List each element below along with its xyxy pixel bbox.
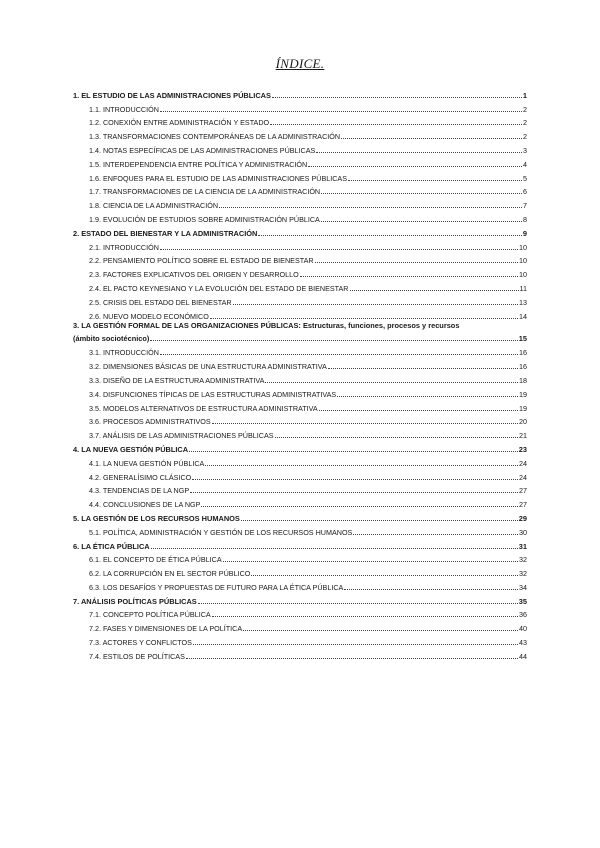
toc-section-entry[interactable] bbox=[73, 114, 527, 128]
toc-page-number: 32 bbox=[519, 569, 527, 579]
toc-section-entry[interactable] bbox=[73, 482, 527, 496]
toc-section-entry[interactable] bbox=[73, 385, 527, 399]
toc-chapter-entry[interactable] bbox=[73, 321, 527, 344]
toc-section-entry[interactable] bbox=[73, 399, 527, 413]
toc-entry-text: 7.2. FASES Y DIMENSIONES DE LA POLÍTICA bbox=[89, 624, 243, 634]
toc-entry-text: 5.1. POLÍTICA, ADMINISTRACIÓN Y GESTIÓN DE LOS RECURSOS HUMANOS bbox=[89, 527, 353, 537]
toc-section-entry[interactable] bbox=[73, 495, 527, 509]
toc-section-entry[interactable] bbox=[73, 265, 527, 279]
toc-entry-text: 4.4. CONCLUSIONES DE LA NGP bbox=[89, 500, 201, 510]
dot-leader bbox=[160, 249, 518, 250]
toc-entry-text: 3.2. DIMENSIONES BÁSICAS DE UNA ESTRUCTURA ADMINISTRATIVA bbox=[89, 362, 327, 372]
toc-section-entry[interactable] bbox=[73, 578, 527, 592]
toc-section-entry[interactable] bbox=[73, 426, 527, 440]
toc-entry-text: 1.4. NOTAS ESPECÍFICAS DE LAS ADMINISTRACIONES PÚBLICAS bbox=[89, 145, 316, 155]
toc-page-number: 24 bbox=[519, 472, 527, 482]
dot-leader bbox=[321, 221, 522, 222]
dot-leader bbox=[243, 630, 518, 631]
toc-entry-text: 7.4. ESTILOS DE POLÍTICAS bbox=[89, 651, 185, 661]
dot-leader bbox=[258, 235, 522, 236]
toc-page-number: 19 bbox=[519, 403, 527, 413]
toc-section-entry[interactable] bbox=[73, 344, 527, 358]
toc-entry-text: 3.6. PROCESOS ADMINISTRATIVOS bbox=[89, 417, 211, 427]
toc-section-entry[interactable] bbox=[73, 619, 527, 633]
toc-entry-text: 3.5. MODELOS ALTERNATIVOS DE ESTRUCTURA ADMINISTRATIVA bbox=[89, 403, 318, 413]
toc-chapter-entry[interactable] bbox=[73, 537, 527, 551]
toc-page-number: 3 bbox=[523, 145, 527, 155]
toc-section-entry[interactable] bbox=[73, 551, 527, 565]
dot-leader bbox=[328, 368, 518, 369]
toc-entry-text: 7. ANÁLISIS POLÍTICAS PÚBLICAS bbox=[73, 596, 197, 606]
dot-leader bbox=[160, 354, 518, 355]
toc-page-number: 43 bbox=[519, 638, 527, 648]
toc-page-number: 2 bbox=[523, 118, 527, 128]
dot-leader bbox=[316, 152, 522, 153]
toc-entry-text: 1.9. EVOLUCIÓN DE ESTUDIOS SOBRE ADMINISTRACIÓN PÚBLICA bbox=[89, 214, 320, 224]
dot-leader bbox=[233, 304, 518, 305]
dot-leader bbox=[201, 506, 518, 507]
toc-entry-text: 6.2. LA CORRUPCIÓN EN EL SECTOR PÚBLICO bbox=[89, 569, 251, 579]
toc-page-number: 10 bbox=[519, 242, 527, 252]
toc-entry-text: 1.5. INTERDEPENDENCIA ENTRE POLÍTICA Y ADMINISTRACIÓN bbox=[89, 159, 308, 169]
toc-entry-text: 4.2. GENERALÍSIMO CLÁSICO bbox=[89, 472, 192, 482]
dot-leader bbox=[193, 644, 518, 645]
toc-entry-text: 3.7. ANÁLISIS DE LAS ADMINISTRACIONES PÚBLICAS bbox=[89, 431, 274, 441]
toc-entry-text: 2.3. FACTORES EXPLICATIVOS DEL ORIGEN Y DESARROLLO bbox=[89, 270, 299, 280]
dot-leader bbox=[337, 396, 518, 397]
toc-page-number: 14 bbox=[519, 311, 527, 321]
toc-entry-text: 1.6. ENFOQUES PARA EL ESTUDIO DE LAS ADMINISTRACIONES PÚBLICAS bbox=[89, 173, 348, 183]
toc-page-number: 7 bbox=[523, 201, 527, 211]
toc-section-entry[interactable] bbox=[73, 633, 527, 647]
dot-leader bbox=[270, 124, 522, 125]
dot-leader bbox=[319, 410, 518, 411]
toc-page-number: 24 bbox=[519, 458, 527, 468]
toc-page-number: 31 bbox=[518, 541, 527, 551]
dot-leader bbox=[160, 111, 522, 112]
toc-page-number: 18 bbox=[519, 375, 527, 385]
toc-chapter-entry[interactable] bbox=[73, 86, 527, 100]
dot-leader bbox=[151, 548, 518, 549]
dot-leader bbox=[275, 437, 518, 438]
toc-entry-text: 1.8. CIENCIA DE LA ADMINISTRACIÓN bbox=[89, 201, 219, 211]
toc-page-number: 6 bbox=[523, 187, 527, 197]
dot-leader bbox=[321, 193, 522, 194]
toc-entry-text: 2. ESTADO DEL BIENESTAR Y LA ADMINISTRACIÓN bbox=[73, 228, 258, 238]
dot-leader bbox=[219, 207, 522, 208]
toc-entry-text: 1.1. INTRODUCCIÓN bbox=[89, 104, 159, 114]
toc-section-entry[interactable] bbox=[73, 413, 527, 427]
dot-leader bbox=[265, 382, 518, 383]
toc-chapter-entry[interactable] bbox=[73, 224, 527, 238]
toc-section-entry[interactable] bbox=[73, 279, 527, 293]
toc-section-entry[interactable] bbox=[73, 100, 527, 114]
toc-page-number: 16 bbox=[519, 348, 527, 358]
toc-section-entry[interactable] bbox=[73, 238, 527, 252]
toc-entry-text: 7.1. CONCEPTO POLÍTICA PÚBLICA bbox=[89, 610, 211, 620]
toc-section-entry[interactable] bbox=[73, 564, 527, 578]
toc-entry-text: 6.1. EL CONCEPTO DE ÉTICA PÚBLICA bbox=[89, 555, 222, 565]
dot-leader bbox=[353, 534, 518, 535]
toc-entry-text-continued: (ámbito sociotécnico) bbox=[73, 333, 150, 343]
toc-page-number: 13 bbox=[519, 297, 527, 307]
dot-leader bbox=[308, 166, 522, 167]
dot-leader bbox=[189, 451, 518, 452]
dot-leader bbox=[300, 276, 518, 277]
toc-page-number: 15 bbox=[518, 333, 527, 343]
toc-entry-text: 5. LA GESTIÓN DE LOS RECURSOS HUMANOS bbox=[73, 513, 240, 523]
toc-page-number: 35 bbox=[518, 596, 527, 606]
dot-leader bbox=[223, 561, 518, 562]
toc-page-number: 40 bbox=[519, 624, 527, 634]
toc-page-number: 5 bbox=[523, 173, 527, 183]
dot-leader bbox=[241, 520, 518, 521]
toc-entry-text: 3.4. DISFUNCIONES TÍPICAS DE LAS ESTRUCTURAS ADMINISTRATIVAS bbox=[89, 389, 337, 399]
toc-entry-text: 2.4. EL PACTO KEYNESIANO Y LA EVOLUCIÓN DEL ESTADO DE BIENESTAR bbox=[89, 283, 349, 293]
toc-section-entry[interactable] bbox=[73, 468, 527, 482]
toc-section-entry[interactable] bbox=[73, 293, 527, 307]
toc-section-entry[interactable] bbox=[73, 252, 527, 266]
dot-leader bbox=[190, 492, 518, 493]
dot-leader bbox=[272, 97, 522, 98]
toc-entry-text: 2.2. PENSAMIENTO POLÍTICO SOBRE EL ESTADO DE BIENESTAR bbox=[89, 256, 314, 266]
toc-page-number: 9 bbox=[522, 228, 527, 238]
toc-entry-text: 4.3. TENDENCIAS DE LA NGP bbox=[89, 486, 190, 496]
dot-leader bbox=[212, 423, 518, 424]
toc-section-entry[interactable] bbox=[73, 606, 527, 620]
dot-leader bbox=[198, 603, 518, 604]
toc-entry-text: 3.3. DISEÑO DE LA ESTRUCTURA ADMINISTRATIVA bbox=[89, 375, 265, 385]
toc-chapter-entry[interactable] bbox=[73, 592, 527, 606]
toc-entry-text: 3.1. INTRODUCCIÓN bbox=[89, 348, 159, 358]
toc-section-entry[interactable] bbox=[73, 169, 527, 183]
toc-section-entry[interactable] bbox=[73, 647, 527, 661]
toc-section-entry[interactable] bbox=[73, 454, 527, 468]
toc-section-entry[interactable] bbox=[73, 155, 527, 169]
toc-page-number: 10 bbox=[519, 256, 527, 266]
toc-section-entry[interactable] bbox=[73, 183, 527, 197]
toc-chapter-entry[interactable] bbox=[73, 440, 527, 454]
toc-section-entry[interactable] bbox=[73, 357, 527, 371]
toc-chapter-entry[interactable] bbox=[73, 509, 527, 523]
toc-section-entry[interactable] bbox=[73, 210, 527, 224]
toc-entry-text: 6.3. LOS DESAFÍOS Y PROPUESTAS DE FUTURO PARA LA ÉTICA PÚBLICA bbox=[89, 582, 344, 592]
toc-entry-text: 1.3. TRANSFORMACIONES CONTEMPORÁNEAS DE LA ADMINISTRACIÓN bbox=[89, 132, 341, 142]
toc-page-number: 20 bbox=[519, 417, 527, 427]
toc-page-number: 16 bbox=[519, 362, 527, 372]
dot-leader bbox=[350, 290, 519, 291]
toc-page-number: 2 bbox=[523, 132, 527, 142]
toc-page-number: 2 bbox=[523, 104, 527, 114]
toc-page-number: 29 bbox=[518, 513, 527, 523]
toc-page-number: 23 bbox=[518, 444, 527, 454]
toc-entry-text: 1.2. CONEXIÓN ENTRE ADMINISTRACIÓN Y ESTADO bbox=[89, 118, 270, 128]
index-title: ÍNDICE. bbox=[275, 56, 325, 71]
toc-entry-text: 2.1. INTRODUCCIÓN bbox=[89, 242, 159, 252]
toc-page-number: 21 bbox=[519, 431, 527, 441]
toc-page-number: 34 bbox=[519, 582, 527, 592]
toc-entry-text: 4.1. LA NUEVA GESTIÓN PÚBLICA bbox=[89, 458, 205, 468]
toc-section-entry[interactable] bbox=[73, 141, 527, 155]
toc-entry-text: 4. LA NUEVA GESTIÓN PÚBLICA bbox=[73, 444, 189, 454]
dot-leader bbox=[212, 616, 518, 617]
toc-page-number: 10 bbox=[519, 270, 527, 280]
dot-leader bbox=[205, 465, 518, 466]
dot-leader bbox=[341, 138, 522, 139]
toc-page-number: 11 bbox=[519, 283, 527, 293]
toc-page-number: 36 bbox=[519, 610, 527, 620]
toc-entry-text: 7.3. ACTORES Y CONFLICTOS bbox=[89, 638, 192, 648]
toc-entry-text: 6. LA ÉTICA PÚBLICA bbox=[73, 541, 150, 551]
dot-leader bbox=[186, 658, 518, 659]
toc-page-number: 30 bbox=[519, 527, 527, 537]
toc-entry-text: 2.5. CRISIS DEL ESTADO DEL BIENESTAR bbox=[89, 297, 232, 307]
toc-entry-text: 2.6. NUEVO MODELO ECONÓMICO bbox=[89, 311, 209, 321]
dot-leader bbox=[315, 262, 518, 263]
toc-page-number: 32 bbox=[519, 555, 527, 565]
toc-page-number: 1 bbox=[522, 90, 527, 100]
toc-page-number: 27 bbox=[519, 486, 527, 496]
dot-leader bbox=[210, 318, 518, 319]
dot-leader bbox=[348, 180, 522, 181]
toc-section-entry[interactable] bbox=[73, 307, 527, 321]
toc-page-number: 44 bbox=[519, 651, 527, 661]
toc-section-entry[interactable] bbox=[73, 523, 527, 537]
toc-section-entry[interactable] bbox=[73, 127, 527, 141]
toc-page-number: 8 bbox=[523, 214, 527, 224]
toc-page-number: 19 bbox=[519, 389, 527, 399]
dot-leader bbox=[150, 340, 517, 341]
table-of-contents bbox=[73, 86, 527, 661]
toc-page-number: 4 bbox=[523, 159, 527, 169]
toc-section-entry[interactable] bbox=[73, 196, 527, 210]
toc-section-entry[interactable] bbox=[73, 371, 527, 385]
toc-entry-text: 3. LA GESTIÓN FORMAL DE LAS ORGANIZACIONES PÚBLICAS: Estructuras, funciones, procesos y recursos bbox=[73, 320, 460, 330]
toc-entry-text: 1. EL ESTUDIO DE LAS ADMINISTRACIONES PÚBLICAS bbox=[73, 90, 271, 100]
dot-leader bbox=[344, 589, 518, 590]
dot-leader bbox=[251, 575, 518, 576]
toc-page-number: 27 bbox=[519, 500, 527, 510]
dot-leader bbox=[192, 479, 518, 480]
toc-entry-text: 1.7. TRANSFORMACIONES DE LA CIENCIA DE LA ADMINISTRACIÓN bbox=[89, 187, 321, 197]
